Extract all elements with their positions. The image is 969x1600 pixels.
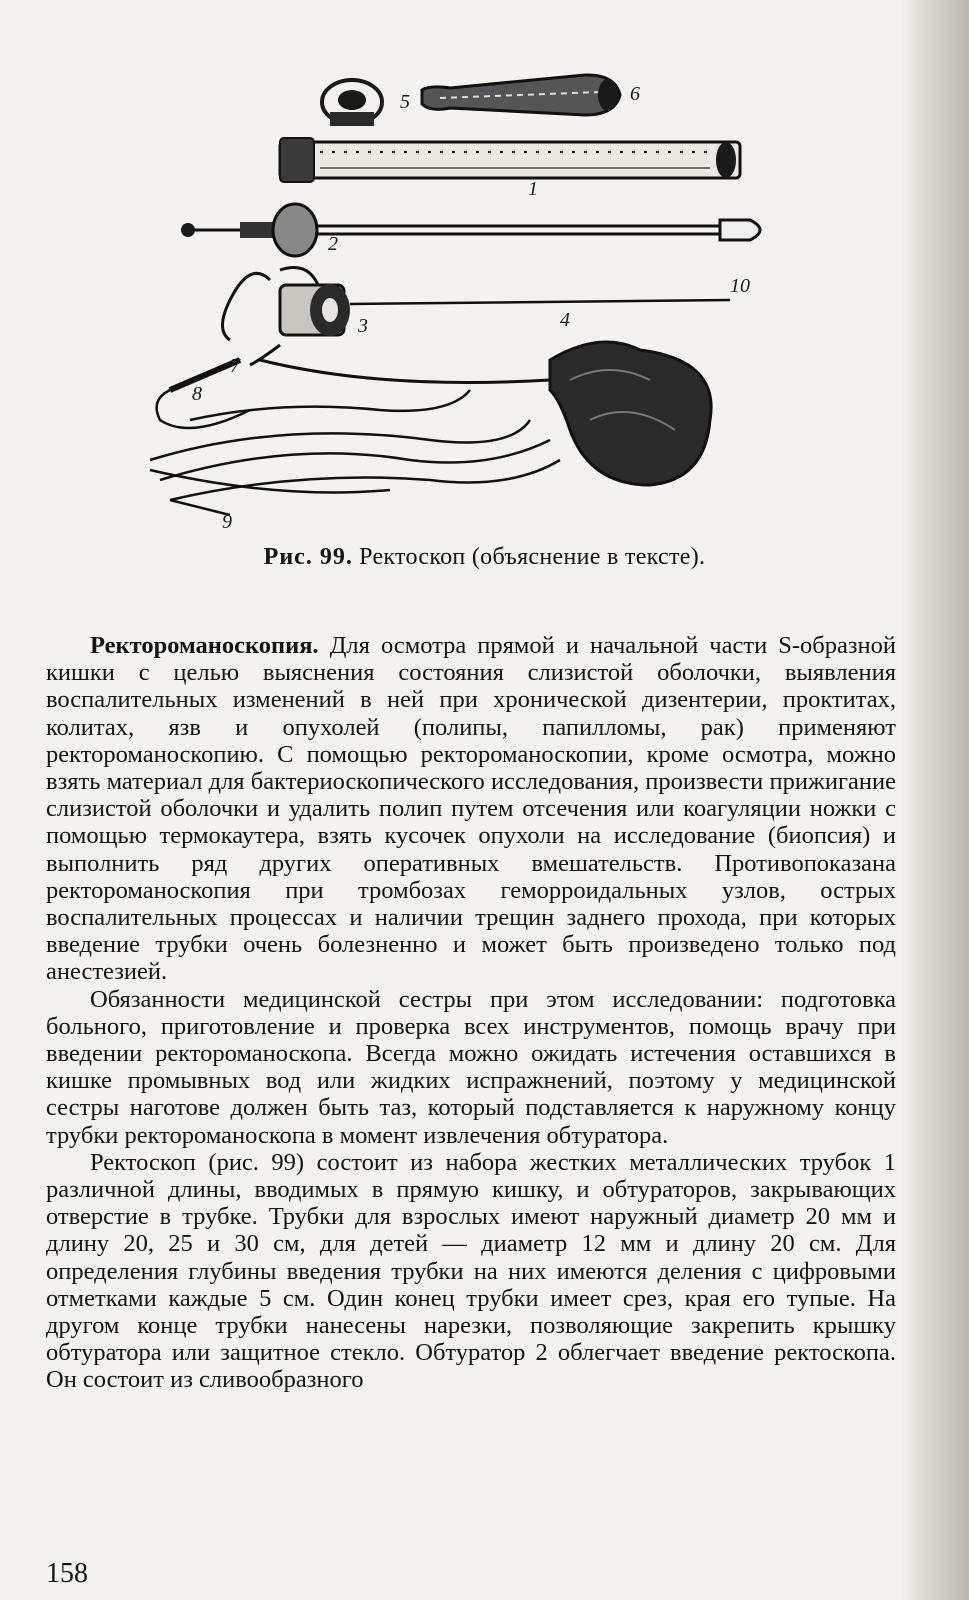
caption-label: Рис. 99. (263, 544, 353, 570)
part-2-obturator (181, 204, 760, 256)
figure-label-1: 1 (528, 178, 538, 200)
paragraph-1-lead: Ректороманоскопия. (90, 632, 319, 659)
figure-caption (0, 544, 969, 571)
rectoscope-drawing (130, 60, 810, 540)
figure-label-7: 7 (230, 355, 240, 377)
part-3-eyepiece (223, 268, 731, 341)
figure-label-3: 3 (358, 315, 368, 337)
page-number: 158 (46, 1558, 88, 1589)
figure-label-2: 2 (328, 233, 338, 255)
part-1-tube (280, 138, 740, 182)
paragraph-2-text: Обязанности медицинской сестры при этом исследовании: подготовка больного, приготовление и проверка всех инструментов, помощь врачу при введении ректороманоскопа. Всегда можно ожидать истечения оставшихся в кишке промывных вод или жидких испражнений, поэтому у медицинской сестры наготове должен быть таз, который подставляется к наружному концу трубки ректороманоскопа в момент извлечения обтуратора. (46, 985, 896, 1149)
paragraph-3-text: Ректоскоп (рис. 99) состоит из набора жестких металлических трубок 1 различной длины, вводимых в прямую кишку, и обтураторов, закрывающих отверстие в трубке. Трубки для взрослых имеют наружный диаметр 20 мм и длину 20, 25 и 30 см, для детей — диаметр 12 мм и длину 20 см. Для определения глубины введения трубки на них имеются деления с цифровыми отметками каждые 5 см. Один конец трубки имеет срез, края его тупые. На другом конце трубки нанесены нарезки, позволяющие закрепить крышку обтуратора или защитное стекло. Обтуратор 2 облегчает введение ректоскопа. Он состоит из сливообразного (46, 1148, 896, 1394)
part-6-tube (422, 75, 620, 115)
caption-text: Ректоскоп (объяснение в тексте). (359, 544, 706, 570)
body-text (46, 632, 896, 1394)
part-5-cap (322, 80, 382, 126)
figure-label-6: 6 (630, 83, 640, 105)
paragraph-1-text: Для осмотра прямой и начальной части S-образной кишки с целью выяснения состояния слизистой оболочки, выявления воспалительных изменений в ней при хронической дизентерии, проктитах, колитах, язв и опухолей (полипы, папилломы, рак) применяют ректороманоскопию. С помощью ректороманоскопии, кроме осмотра, можно взять материал для бактериоскопического исследования, произвести прижигание слизистой оболочки и удалить полип путем отсечения или коагуляции ножки с помощью термокаутера, взять кусочек опухоли на исследование (биопсия) и выполнить ряд других оперативных вмешательств. Противопоказана ректороманоскопия при тромбозах геморроидальных узлов, острых воспалительных процессах и наличии трещин заднего прохода, при которых введение трубки очень болезненно и может быть произведено только под анестезией. (46, 632, 897, 986)
figure-label-4: 4 (560, 309, 570, 331)
part-9-cord (150, 390, 560, 515)
page-edge-shadow (899, 0, 969, 1600)
rectoscope-illustration (130, 60, 810, 540)
paragraph-2 (46, 986, 896, 1149)
figure-label-5: 5 (400, 91, 410, 113)
figure-label-8: 8 (192, 383, 202, 405)
paragraph-3 (46, 1149, 896, 1394)
figure-label-9: 9 (222, 511, 232, 533)
paragraph-1 (46, 632, 896, 986)
figure-label-10: 10 (730, 275, 750, 297)
